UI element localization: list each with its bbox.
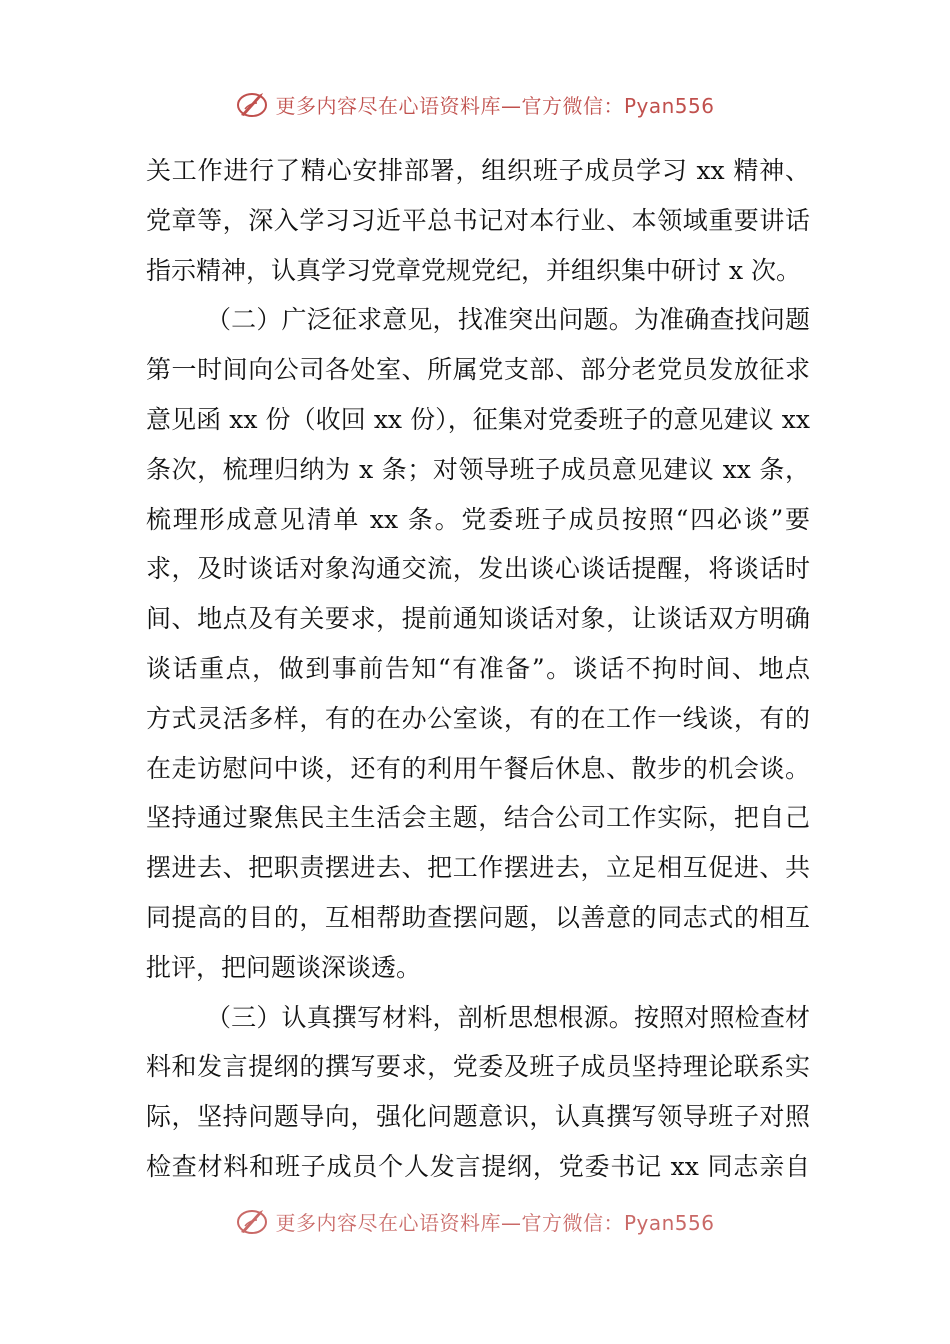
watermark-text: 更多内容尽在心语资料库—官方微信：Pyan556 bbox=[275, 93, 715, 118]
text-line: 求，及时谈话对象沟通交流，发出谈心谈话提醒，将谈话时 bbox=[146, 554, 810, 584]
watermark-text: 更多内容尽在心语资料库—官方微信：Pyan556 bbox=[275, 1210, 715, 1235]
text-line: 指示精神，认真学习党章党规党纪，并组织集中研讨 x 次。 bbox=[146, 255, 801, 285]
text-line: 际，坚持问题导向，强化问题意识，认真撰写领导班子对照 bbox=[146, 1102, 810, 1132]
text-line: 条次，梳理归纳为 x 条；对领导班子成员意见建议 xx 条， bbox=[146, 454, 810, 484]
footer-watermark bbox=[0, 1206, 950, 1236]
text-line: 在走访慰问中谈，还有的利用午餐后休息、散步的机会谈。 bbox=[146, 753, 810, 783]
quill-pen-logo-icon bbox=[235, 87, 269, 121]
text-line: 第一时间向公司各处室、所属党支部、部分老党员发放征求 bbox=[146, 355, 810, 385]
header-watermark bbox=[0, 86, 950, 122]
text-line: 梳理形成意见清单 xx 条。党委班子成员按照“四必谈”要 bbox=[146, 504, 810, 534]
text-line: 同提高的目的，互相帮助查摆问题，以善意的同志式的相互 bbox=[146, 902, 810, 932]
text-line: 意见函 xx 份（收回 xx 份），征集对党委班子的意见建议 xx bbox=[146, 404, 810, 434]
text-line: 间、地点及有关要求，提前通知谈话对象，让谈话双方明确 bbox=[146, 604, 810, 634]
text-line: 料和发言提纲的撰写要求，党委及班子成员坚持理论联系实 bbox=[146, 1052, 810, 1082]
text-line: 检查材料和班子成员个人发言提纲，党委书记 xx 同志亲自 bbox=[146, 1151, 810, 1181]
document-body bbox=[146, 146, 810, 1192]
text-line: （三）认真撰写材料，剖析思想根源。按照对照检查材 bbox=[206, 1002, 810, 1032]
text-line: 方式灵活多样，有的在办公室谈，有的在工作一线谈，有的 bbox=[146, 703, 810, 733]
text-line: 摆进去、把职责摆进去、把工作摆进去，立足相互促进、共 bbox=[146, 853, 810, 883]
quill-pen-logo-icon bbox=[235, 1204, 269, 1238]
text-line: 坚持通过聚焦民主生活会主题，结合公司工作实际，把自己 bbox=[146, 803, 810, 833]
text-line: 谈话重点，做到事前告知“有准备”。谈话不拘时间、地点 bbox=[146, 653, 810, 683]
text-line: （二）广泛征求意见，找准突出问题。为准确查找问题 bbox=[206, 305, 810, 335]
text-line: 党章等，深入学习习近平总书记对本行业、本领域重要讲话 bbox=[146, 205, 810, 235]
text-line: 批评，把问题谈深谈透。 bbox=[146, 952, 422, 982]
text-line: 关工作进行了精心安排部署，组织班子成员学习 xx 精神、 bbox=[146, 156, 810, 185]
